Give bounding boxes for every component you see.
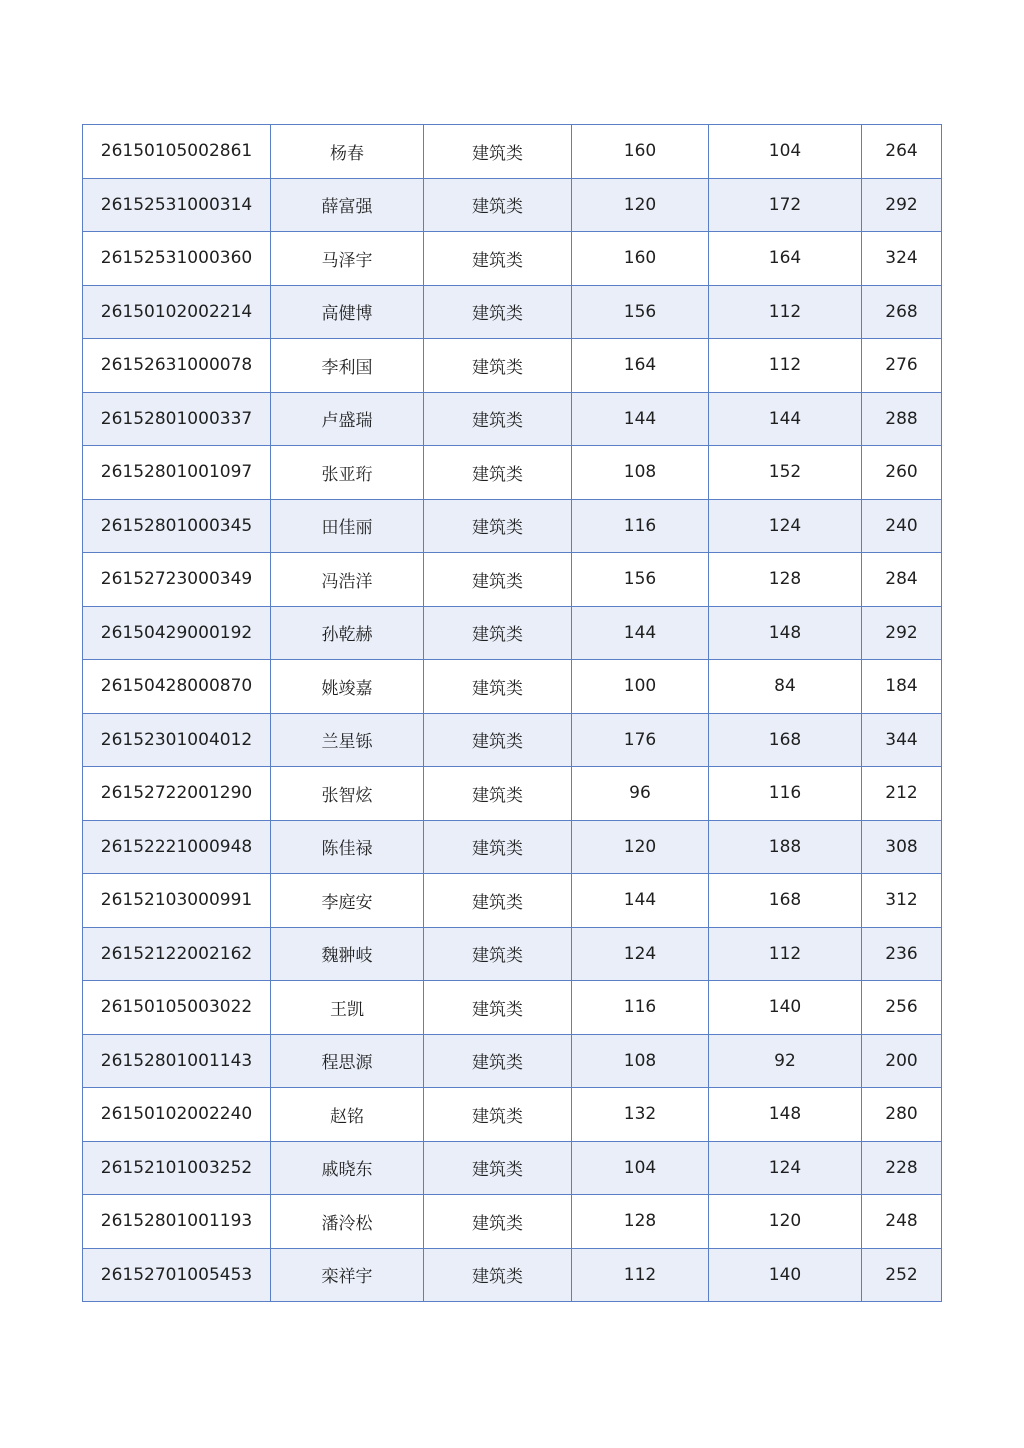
score-2-cell: 140 xyxy=(709,1248,862,1302)
total-score-cell: 248 xyxy=(862,1195,942,1249)
score-2-cell: 144 xyxy=(709,392,862,446)
candidate-id-cell: 26152701005453 xyxy=(83,1248,271,1302)
table-row xyxy=(83,1141,942,1195)
table-row xyxy=(83,125,942,179)
candidate-id-cell: 26152221000948 xyxy=(83,820,271,874)
table-row xyxy=(83,820,942,874)
table-row xyxy=(83,285,942,339)
score-2-cell: 112 xyxy=(709,285,862,339)
candidate-id-cell: 26150102002214 xyxy=(83,285,271,339)
score-2-cell: 152 xyxy=(709,446,862,500)
score-1-cell: 156 xyxy=(572,285,709,339)
category-cell: 建筑类 xyxy=(424,981,572,1035)
score-2-cell: 84 xyxy=(709,660,862,714)
total-score-cell: 264 xyxy=(862,125,942,179)
category-cell: 建筑类 xyxy=(424,339,572,393)
category-cell: 建筑类 xyxy=(424,820,572,874)
table-row xyxy=(83,981,942,1035)
score-2-cell: 104 xyxy=(709,125,862,179)
candidate-id-cell: 26152531000314 xyxy=(83,178,271,232)
total-score-cell: 184 xyxy=(862,660,942,714)
category-cell: 建筑类 xyxy=(424,874,572,928)
category-cell: 建筑类 xyxy=(424,1195,572,1249)
table-row xyxy=(83,713,942,767)
category-cell: 建筑类 xyxy=(424,178,572,232)
total-score-cell: 256 xyxy=(862,981,942,1035)
category-cell: 建筑类 xyxy=(424,767,572,821)
score-1-cell: 124 xyxy=(572,927,709,981)
table-row xyxy=(83,446,942,500)
candidate-name-cell: 马泽宇 xyxy=(271,232,424,286)
score-2-cell: 148 xyxy=(709,1088,862,1142)
table-row xyxy=(83,553,942,607)
total-score-cell: 240 xyxy=(862,499,942,553)
score-2-cell: 128 xyxy=(709,553,862,607)
score-2-cell: 112 xyxy=(709,927,862,981)
candidate-id-cell: 26152722001290 xyxy=(83,767,271,821)
total-score-cell: 280 xyxy=(862,1088,942,1142)
score-2-cell: 188 xyxy=(709,820,862,874)
score-1-cell: 108 xyxy=(572,446,709,500)
score-table-body xyxy=(83,125,942,1302)
candidate-name-cell: 赵铭 xyxy=(271,1088,424,1142)
score-1-cell: 160 xyxy=(572,232,709,286)
table-row xyxy=(83,339,942,393)
candidate-name-cell: 潘泠松 xyxy=(271,1195,424,1249)
candidate-name-cell: 陈佳禄 xyxy=(271,820,424,874)
score-1-cell: 160 xyxy=(572,125,709,179)
total-score-cell: 324 xyxy=(862,232,942,286)
candidate-name-cell: 张智炫 xyxy=(271,767,424,821)
candidate-id-cell: 26152101003252 xyxy=(83,1141,271,1195)
score-2-cell: 168 xyxy=(709,713,862,767)
total-score-cell: 236 xyxy=(862,927,942,981)
candidate-id-cell: 26152801001143 xyxy=(83,1034,271,1088)
candidate-name-cell: 张亚珩 xyxy=(271,446,424,500)
candidate-id-cell: 26152723000349 xyxy=(83,553,271,607)
candidate-name-cell: 田佳丽 xyxy=(271,499,424,553)
candidate-id-cell: 26152531000360 xyxy=(83,232,271,286)
score-1-cell: 104 xyxy=(572,1141,709,1195)
category-cell: 建筑类 xyxy=(424,606,572,660)
candidate-id-cell: 26152801001193 xyxy=(83,1195,271,1249)
score-2-cell: 120 xyxy=(709,1195,862,1249)
candidate-name-cell: 孙乾赫 xyxy=(271,606,424,660)
table-row xyxy=(83,392,942,446)
table-row xyxy=(83,1034,942,1088)
category-cell: 建筑类 xyxy=(424,446,572,500)
score-1-cell: 128 xyxy=(572,1195,709,1249)
score-2-cell: 164 xyxy=(709,232,862,286)
category-cell: 建筑类 xyxy=(424,1248,572,1302)
score-2-cell: 124 xyxy=(709,1141,862,1195)
total-score-cell: 276 xyxy=(862,339,942,393)
total-score-cell: 260 xyxy=(862,446,942,500)
score-2-cell: 112 xyxy=(709,339,862,393)
table-row xyxy=(83,874,942,928)
candidate-name-cell: 王凯 xyxy=(271,981,424,1035)
candidate-id-cell: 26150102002240 xyxy=(83,1088,271,1142)
score-1-cell: 144 xyxy=(572,606,709,660)
total-score-cell: 344 xyxy=(862,713,942,767)
score-1-cell: 120 xyxy=(572,820,709,874)
category-cell: 建筑类 xyxy=(424,713,572,767)
candidate-name-cell: 李利国 xyxy=(271,339,424,393)
candidate-name-cell: 高健博 xyxy=(271,285,424,339)
candidate-id-cell: 26152122002162 xyxy=(83,927,271,981)
score-2-cell: 116 xyxy=(709,767,862,821)
candidate-id-cell: 26150105003022 xyxy=(83,981,271,1035)
total-score-cell: 308 xyxy=(862,820,942,874)
table-row xyxy=(83,1088,942,1142)
table-row xyxy=(83,232,942,286)
score-1-cell: 156 xyxy=(572,553,709,607)
score-1-cell: 164 xyxy=(572,339,709,393)
candidate-name-cell: 魏翀岐 xyxy=(271,927,424,981)
score-1-cell: 116 xyxy=(572,981,709,1035)
score-2-cell: 172 xyxy=(709,178,862,232)
score-1-cell: 132 xyxy=(572,1088,709,1142)
score-1-cell: 144 xyxy=(572,874,709,928)
category-cell: 建筑类 xyxy=(424,1088,572,1142)
total-score-cell: 288 xyxy=(862,392,942,446)
category-cell: 建筑类 xyxy=(424,660,572,714)
total-score-cell: 292 xyxy=(862,178,942,232)
score-1-cell: 120 xyxy=(572,178,709,232)
table-row xyxy=(83,1248,942,1302)
candidate-name-cell: 冯浩洋 xyxy=(271,553,424,607)
candidate-id-cell: 26152801000337 xyxy=(83,392,271,446)
total-score-cell: 212 xyxy=(862,767,942,821)
total-score-cell: 228 xyxy=(862,1141,942,1195)
total-score-cell: 284 xyxy=(862,553,942,607)
total-score-cell: 292 xyxy=(862,606,942,660)
score-2-cell: 168 xyxy=(709,874,862,928)
score-table xyxy=(82,124,942,1302)
candidate-name-cell: 姚竣嘉 xyxy=(271,660,424,714)
candidate-id-cell: 26152631000078 xyxy=(83,339,271,393)
table-row xyxy=(83,660,942,714)
category-cell: 建筑类 xyxy=(424,499,572,553)
score-2-cell: 148 xyxy=(709,606,862,660)
score-1-cell: 144 xyxy=(572,392,709,446)
score-2-cell: 92 xyxy=(709,1034,862,1088)
category-cell: 建筑类 xyxy=(424,927,572,981)
score-1-cell: 108 xyxy=(572,1034,709,1088)
category-cell: 建筑类 xyxy=(424,1034,572,1088)
score-1-cell: 100 xyxy=(572,660,709,714)
candidate-name-cell: 程思源 xyxy=(271,1034,424,1088)
candidate-name-cell: 薛富强 xyxy=(271,178,424,232)
total-score-cell: 252 xyxy=(862,1248,942,1302)
candidate-name-cell: 卢盛瑞 xyxy=(271,392,424,446)
category-cell: 建筑类 xyxy=(424,285,572,339)
category-cell: 建筑类 xyxy=(424,392,572,446)
candidate-name-cell: 戚晓东 xyxy=(271,1141,424,1195)
table-row xyxy=(83,499,942,553)
category-cell: 建筑类 xyxy=(424,125,572,179)
table-row xyxy=(83,606,942,660)
candidate-id-cell: 26152801000345 xyxy=(83,499,271,553)
candidate-id-cell: 26152801001097 xyxy=(83,446,271,500)
candidate-name-cell: 李庭安 xyxy=(271,874,424,928)
candidate-id-cell: 26150429000192 xyxy=(83,606,271,660)
candidate-id-cell: 26150105002861 xyxy=(83,125,271,179)
table-row xyxy=(83,927,942,981)
candidate-id-cell: 26150428000870 xyxy=(83,660,271,714)
score-1-cell: 176 xyxy=(572,713,709,767)
score-1-cell: 96 xyxy=(572,767,709,821)
candidate-id-cell: 26152103000991 xyxy=(83,874,271,928)
table-row xyxy=(83,767,942,821)
table-row xyxy=(83,1195,942,1249)
category-cell: 建筑类 xyxy=(424,553,572,607)
score-2-cell: 124 xyxy=(709,499,862,553)
total-score-cell: 268 xyxy=(862,285,942,339)
total-score-cell: 312 xyxy=(862,874,942,928)
total-score-cell: 200 xyxy=(862,1034,942,1088)
category-cell: 建筑类 xyxy=(424,1141,572,1195)
score-1-cell: 116 xyxy=(572,499,709,553)
candidate-id-cell: 26152301004012 xyxy=(83,713,271,767)
candidate-name-cell: 栾祥宇 xyxy=(271,1248,424,1302)
candidate-name-cell: 杨春 xyxy=(271,125,424,179)
candidate-name-cell: 兰星铄 xyxy=(271,713,424,767)
score-2-cell: 140 xyxy=(709,981,862,1035)
table-row xyxy=(83,178,942,232)
category-cell: 建筑类 xyxy=(424,232,572,286)
score-1-cell: 112 xyxy=(572,1248,709,1302)
